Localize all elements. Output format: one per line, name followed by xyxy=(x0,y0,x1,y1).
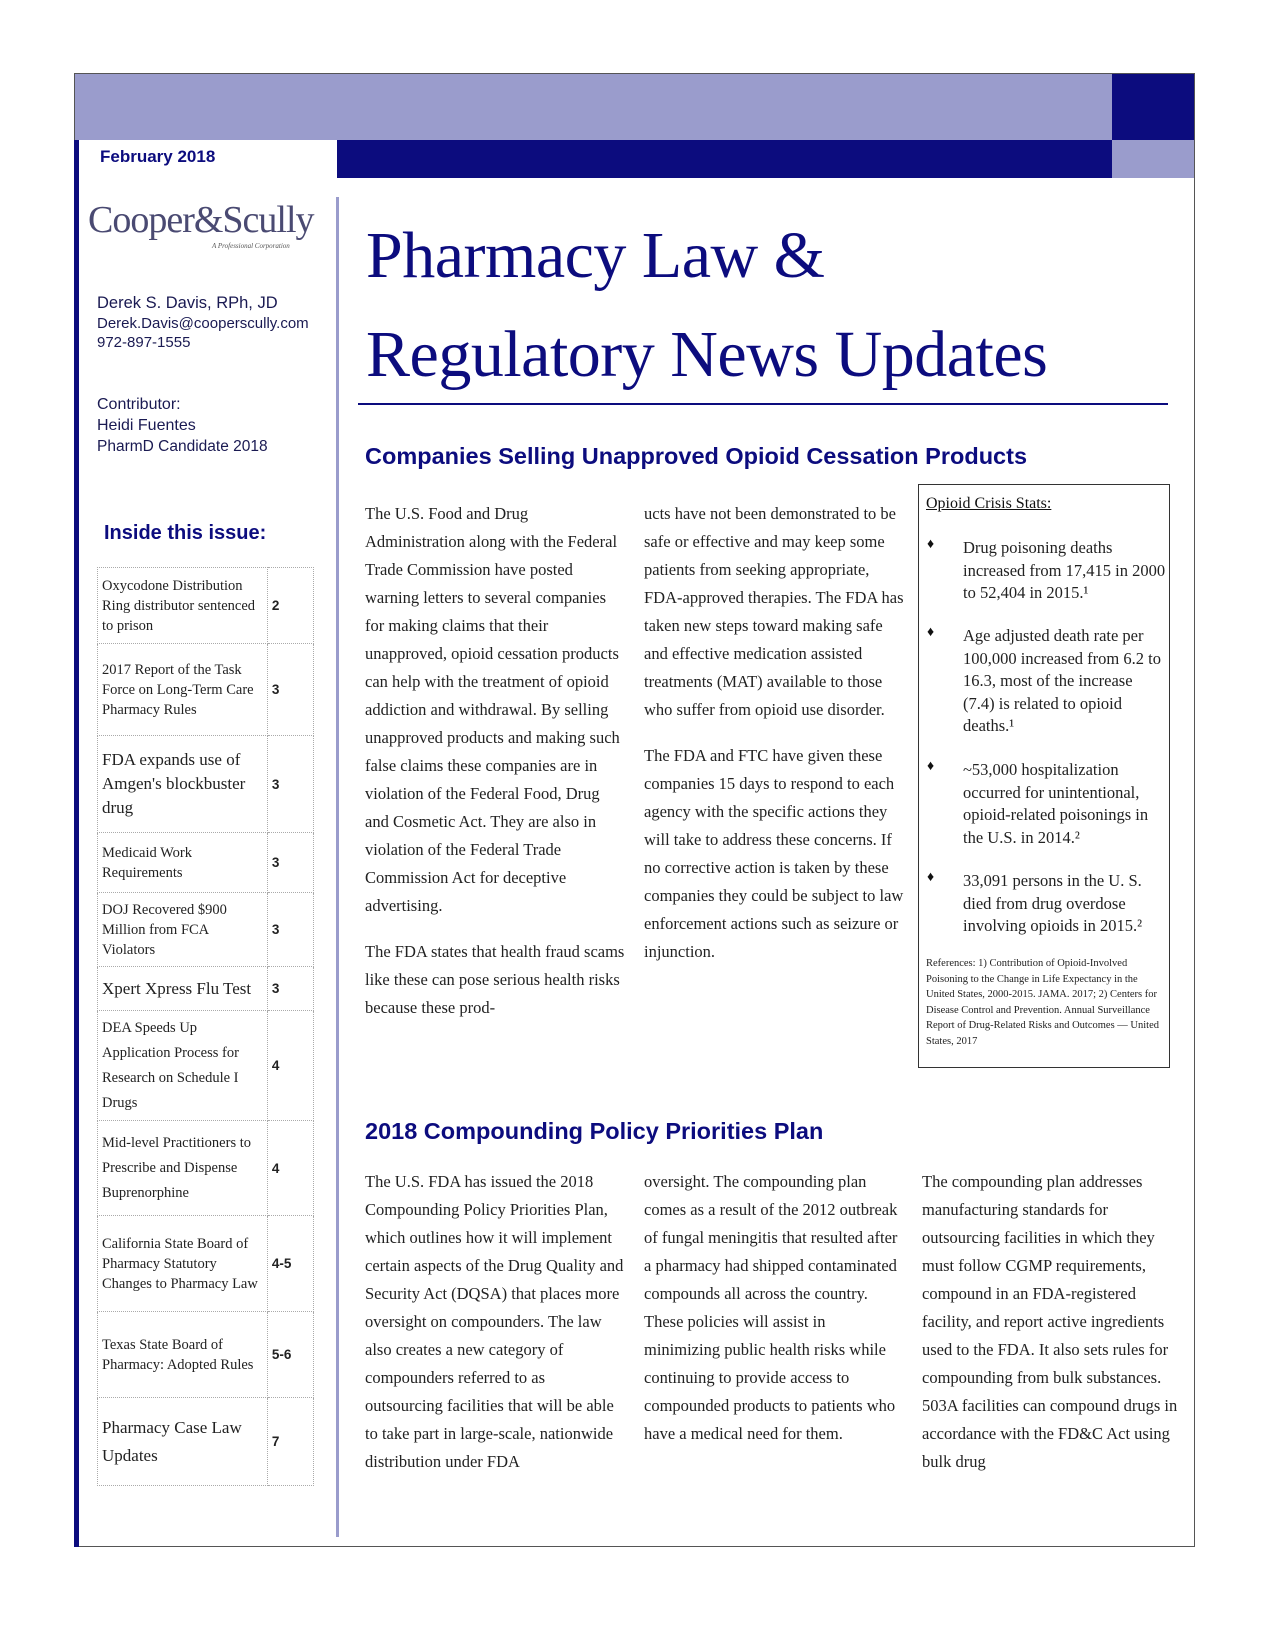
diamond-bullet-icon: ♦ xyxy=(927,759,935,774)
toc-row xyxy=(98,736,314,833)
toc-row xyxy=(98,893,314,967)
toc-page: 4 xyxy=(267,1011,313,1121)
toc-row xyxy=(98,1011,314,1121)
stat-text: ~53,000 hospitalization occurred for unintentional, opioid-related poisonings in the U.S. in 2014.² xyxy=(963,760,1149,847)
article1-paragraph: The FDA states that health fraud scams like these can pose serious health risks because these prod- xyxy=(365,942,625,1017)
stats-box-title: Opioid Crisis Stats: xyxy=(926,495,1052,512)
inside-issue-heading: Inside this issue: xyxy=(104,522,267,544)
author-email: Derek.Davis@cooperscully.com xyxy=(97,315,309,332)
author-phone: 972-897-1555 xyxy=(97,334,191,351)
toc-row xyxy=(98,644,314,736)
toc-page: 2 xyxy=(267,568,313,644)
stats-references: References: 1) Contribution of Opioid-Involved Poisoning to the Change in Life Expectancy in the United States, 2000-2015. JAMA. 2017; 2) Centers for Disease Control and Prevention. Annual Surveillance Report of Drug-Related Risks and Outcomes — United States, 2017 xyxy=(926,958,1159,1047)
toc-title: Mid-level Practitioners to Prescribe and Dispense Buprenorphine xyxy=(98,1121,268,1216)
banner-light-square xyxy=(1112,140,1194,178)
contributor-label: Contributor: xyxy=(97,396,181,413)
article2-headline: 2018 Compounding Policy Priorities Plan xyxy=(365,1118,824,1144)
newsletter-title-line2: Regulatory News Updates xyxy=(366,318,1048,391)
toc-title: Medicaid Work Requirements xyxy=(98,833,268,893)
logo-tagline: A Professional Corporation xyxy=(212,242,290,250)
toc-title: Pharmacy Case Law Updates xyxy=(98,1398,268,1486)
article1-headline: Companies Selling Unapproved Opioid Cessation Products xyxy=(365,443,1028,469)
toc-title: Xpert Xpress Flu Test xyxy=(98,967,268,1011)
toc-title: FDA expands use of Amgen's blockbuster drug xyxy=(98,736,268,833)
banner-dark-square xyxy=(1112,74,1194,140)
article2-column3 xyxy=(922,1168,1182,1494)
sidebar-divider xyxy=(336,197,339,1537)
opioid-stats-box xyxy=(918,484,1170,1068)
toc-row xyxy=(98,1121,314,1216)
toc-row xyxy=(98,1216,314,1312)
article1-paragraph: The U.S. Food and Drug Administration along with the Federal Trade Commission have posted warning letters to several companies for making claims that their unapproved, opioid cessation products can help with the treatment of opioid addiction and withdrawal. By selling unapproved products and making such false claims these companies are in violation of the Federal Food, Drug and Cosmetic Act. They are also in violation of the Federal Trade Commission Act for deceptive advertising. xyxy=(365,504,620,915)
toc-title: DOJ Recovered $900 Million from FCA Violators xyxy=(98,893,268,967)
article2-column2 xyxy=(644,1168,904,1466)
diamond-bullet-icon: ♦ xyxy=(927,870,935,885)
banner-dark-strip xyxy=(337,140,1112,178)
article2-paragraph: oversight. The compounding plan comes as a result of the 2012 outbreak of fungal meningitis that resulted after a pharmacy had shipped contaminated compounds all across the country. These policies will assist in minimizing public health risks while continuing to provide access to compounded products to patients who have a medical need for them. xyxy=(644,1172,898,1443)
toc-page: 3 xyxy=(267,967,313,1011)
diamond-bullet-icon: ♦ xyxy=(927,537,935,552)
toc-page: 5-6 xyxy=(267,1312,313,1398)
newsletter-title-line1: Pharmacy Law & xyxy=(366,219,825,292)
toc-page: 4-5 xyxy=(267,1216,313,1312)
toc-page: 3 xyxy=(267,893,313,967)
logo-wordmark: Cooper&Scully xyxy=(88,199,314,241)
cooper-scully-logo xyxy=(88,198,328,254)
article1-column1 xyxy=(365,500,625,1040)
article2-column1 xyxy=(365,1168,625,1494)
banner-light-bar xyxy=(75,74,1112,140)
toc-title: California State Board of Pharmacy Statutory Changes to Pharmacy Law xyxy=(98,1216,268,1312)
table-of-contents xyxy=(97,567,314,1486)
toc-page: 7 xyxy=(267,1398,313,1486)
toc-title: Texas State Board of Pharmacy: Adopted Rules xyxy=(98,1312,268,1398)
article1-column2 xyxy=(644,500,904,984)
toc-row xyxy=(98,967,314,1011)
contributor-role: PharmD Candidate 2018 xyxy=(97,438,268,455)
toc-title: 2017 Report of the Task Force on Long-Term Care Pharmacy Rules xyxy=(98,644,268,736)
author-name: Derek S. Davis, RPh, JD xyxy=(97,294,278,312)
toc-page: 3 xyxy=(267,644,313,736)
title-underline xyxy=(358,403,1168,405)
toc-row xyxy=(98,1398,314,1486)
toc-row xyxy=(98,568,314,644)
toc-page: 3 xyxy=(267,833,313,893)
toc-page: 3 xyxy=(267,736,313,833)
toc-row xyxy=(98,1312,314,1398)
toc-title: DEA Speeds Up Application Process for Research on Schedule I Drugs xyxy=(98,1011,268,1121)
stat-text: Age adjusted death rate per 100,000 increased from 6.2 to 16.3, most of the increase (7.4) is related to opioid deaths.¹ xyxy=(963,626,1161,735)
issue-date: February 2018 xyxy=(100,147,216,166)
stat-text: Drug poisoning deaths increased from 17,415 in 2000 to 52,404 in 2015.¹ xyxy=(963,538,1166,602)
stat-text: 33,091 persons in the U. S. died from drug overdose involving opioids in 2015.² xyxy=(963,871,1143,935)
article1-paragraph: ucts have not been demonstrated to be safe or effective and may keep some patients from seeking appropriate, FDA-approved therapies. The FDA has taken new steps toward making safe and effective medication assisted treatments (MAT) available to those who suffer from opioid use disorder. xyxy=(644,504,904,719)
toc-page: 4 xyxy=(267,1121,313,1216)
contributor-name: Heidi Fuentes xyxy=(97,417,196,434)
toc-title: Oxycodone Distribution Ring distributor sentenced to prison xyxy=(98,568,268,644)
diamond-bullet-icon: ♦ xyxy=(927,625,935,640)
article2-paragraph: The compounding plan addresses manufacturing standards for outsourcing facilities in which they must follow CGMP requirements, compound in an FDA-registered facility, and report active ingredients used to the FDA. It also sets rules for compounding from bulk substances. 503A facilities can compound drugs in accordance with the FD&C Act using bulk drug xyxy=(922,1172,1178,1471)
article1-paragraph: The FDA and FTC have given these companies 15 days to respond to each agency with the specific actions they will take to address these concerns. If no corrective action is taken by these companies they could be subject to law enforcement actions such as seizure or injunction. xyxy=(644,746,904,961)
toc-row xyxy=(98,833,314,893)
left-edge-bar xyxy=(74,140,79,1547)
article2-paragraph: The U.S. FDA has issued the 2018 Compounding Policy Priorities Plan, which outlines how it will implement certain aspects of the Drug Quality and Security Act (DQSA) that places more oversight on compounders. The law also creates a new category of compounders referred to as outsourcing facilities that will be able to take part in large-scale, nationwide distribution under FDA xyxy=(365,1172,624,1471)
